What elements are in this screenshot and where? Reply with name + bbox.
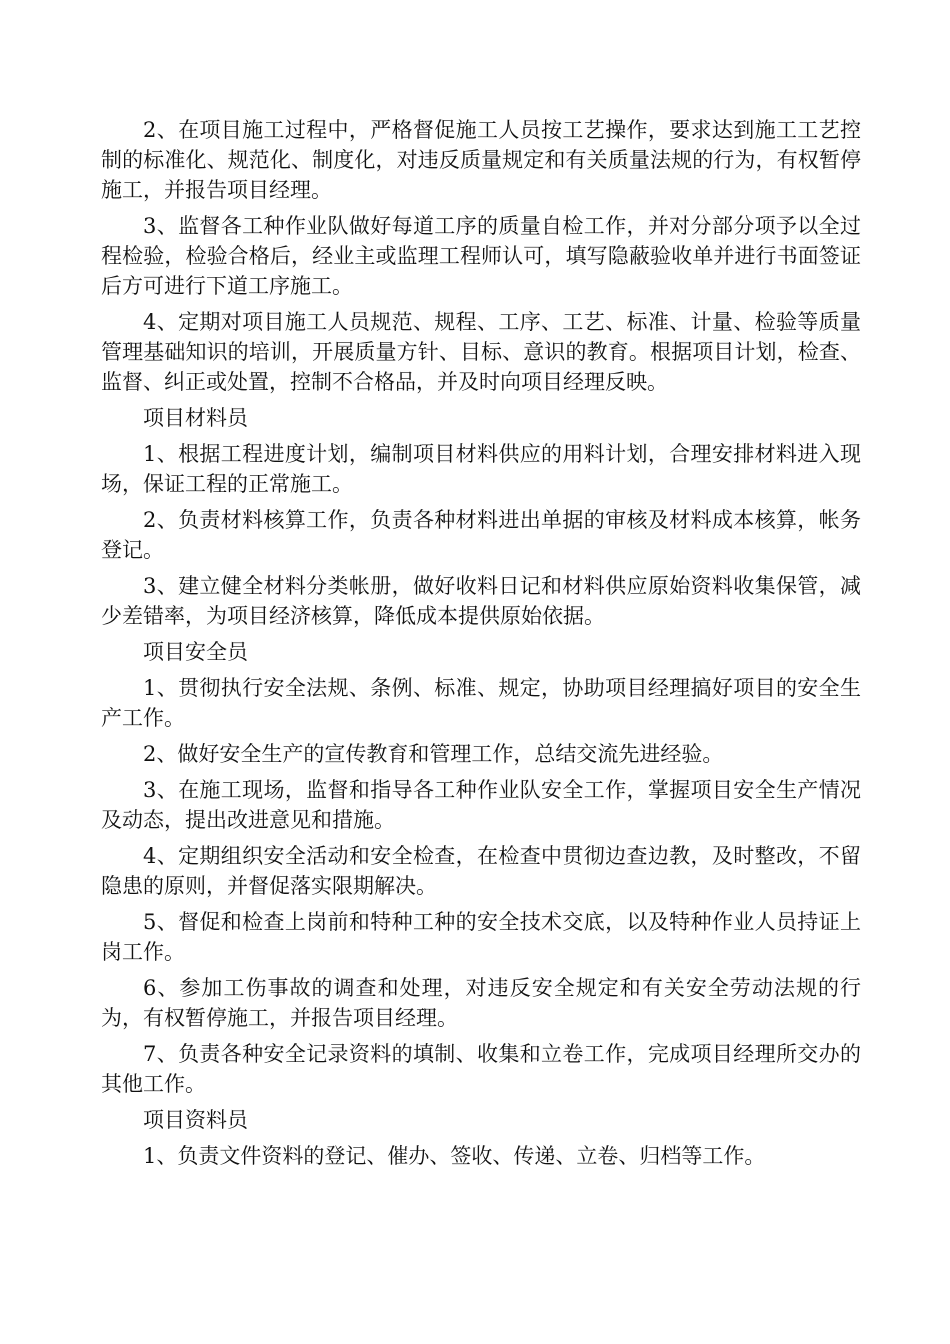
paragraph-safety-6: 6、参加工伤事故的调查和处理，对违反安全规定和有关安全劳动法规的行为，有权暂停施工，并报告项目经理。 bbox=[101, 976, 861, 1030]
paragraph-quality-4: 4、定期对项目施工人员规范、规程、工序、工艺、标准、计量、检验等质量管理基础知识的培训，开展质量方针、目标、意识的教育。根据项目计划，检查、监督、纠正或处置，控制不合格品，并及时向项目经理反映。 bbox=[101, 310, 861, 394]
paragraph-materials-2: 2、负责材料核算工作，负责各种材料进出单据的审核及材料成本核算，帐务登记。 bbox=[101, 508, 861, 562]
paragraph-quality-2: 2、在项目施工过程中，严格督促施工人员按工艺操作，要求达到施工工艺控制的标准化、规范化、制度化，对违反质量规定和有关质量法规的行为，有权暂停施工，并报告项目经理。 bbox=[101, 118, 861, 202]
section-heading-safety: 项目安全员 bbox=[143, 640, 248, 664]
paragraph-safety-5: 5、督促和检查上岗前和特种工种的安全技术交底，以及特种作业人员持证上岗工作。 bbox=[101, 910, 861, 964]
paragraph-safety-2: 2、做好安全生产的宣传教育和管理工作，总结交流先进经验。 bbox=[143, 742, 724, 766]
document-page bbox=[101, 115, 861, 1177]
paragraph-materials-1: 1、根据工程进度计划，编制项目材料供应的用料计划，合理安排材料进入现场，保证工程的正常施工。 bbox=[101, 442, 861, 496]
section-heading-materials: 项目材料员 bbox=[143, 406, 248, 430]
paragraph-records-1: 1、负责文件资料的登记、催办、签收、传递、立卷、归档等工作。 bbox=[143, 1144, 766, 1168]
paragraph-safety-1: 1、贯彻执行安全法规、条例、标准、规定，协助项目经理搞好项目的安全生产工作。 bbox=[101, 676, 861, 730]
paragraph-safety-7: 7、负责各种安全记录资料的填制、收集和立卷工作，完成项目经理所交办的其他工作。 bbox=[101, 1042, 861, 1096]
paragraph-materials-3: 3、建立健全材料分类帐册，做好收料日记和材料供应原始资料收集保管，减少差错率，为项目经济核算，降低成本提供原始依据。 bbox=[101, 574, 861, 628]
section-heading-records: 项目资料员 bbox=[143, 1108, 248, 1132]
paragraph-safety-4: 4、定期组织安全活动和安全检查，在检查中贯彻边查边教，及时整改，不留隐患的原则，并督促落实限期解决。 bbox=[101, 844, 861, 898]
paragraph-quality-3: 3、监督各工种作业队做好每道工序的质量自检工作，并对分部分项予以全过程检验，检验合格后，经业主或监理工程师认可，填写隐蔽验收单并进行书面签证后方可进行下道工序施工。 bbox=[101, 214, 861, 298]
paragraph-safety-3: 3、在施工现场，监督和指导各工种作业队安全工作，掌握项目安全生产情况及动态，提出改进意见和措施。 bbox=[101, 778, 861, 832]
